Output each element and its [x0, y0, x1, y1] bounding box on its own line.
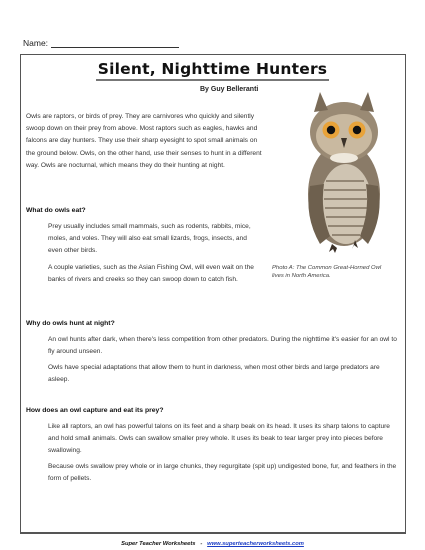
footer-divider: [20, 532, 406, 533]
name-field[interactable]: [23, 38, 179, 48]
name-label: Name:: [23, 38, 49, 48]
footer-link[interactable]: www.superteacherworksheets.com: [207, 541, 304, 547]
footer: [0, 541, 425, 547]
name-blank-line[interactable]: [51, 39, 179, 48]
intro-paragraph: Owls are raptors, or birds of prey. They are carnivores who quickly and silently swoop down on their prey from above. Most raptors such as eagles, hawks and falcons are day hunters. They use their sharp eyesight to spot small animals on the ground below. Owls, on the other hand, use their senses to hunt in a different way. Owls are nocturnal, which means they do their hunting at night.: [26, 113, 262, 169]
footer-separator: -: [200, 541, 203, 547]
paragraph: Prey usually includes small mammals, such as rodents, rabbits, mice, moles, and voles. They will also eat small lizards, frogs, insects, and even other birds.: [48, 223, 251, 255]
paragraph: An owl hunts after dark, when there's less competition from other predators. During the nighttime it's easier for an owl to fly around unseen.: [48, 336, 397, 356]
page-title: Silent, Nighttime Hunters: [0, 60, 425, 78]
question-heading-2: Why do owls hunt at night?: [26, 320, 115, 327]
paragraph: A couple varieties, such as the Asian Fishing Owl, will even wait on the banks of rivers and creeks so they can swoop down to catch fish.: [48, 264, 254, 284]
paragraph: Like all raptors, an owl has powerful talons on its feet and a sharp beak on its head. It uses its sharp talons to capture and hold small animals. Owls can swallow smaller prey whole. It uses its beak to tear larger prey into pieces before swallowing.: [48, 423, 390, 455]
footer-brand: Super Teacher Worksheets: [121, 541, 196, 547]
question-heading-1: What do owls eat?: [26, 207, 86, 214]
photo-caption: Photo A: The Common Great-Horned Owl lives in North America.: [272, 265, 382, 280]
paragraph: Owls have special adaptations that allow them to hunt in darkness, when most other birds and large predators are asleep.: [48, 364, 380, 384]
byline: By Guy Belleranti: [200, 86, 259, 93]
owl-photo: [284, 86, 402, 254]
paragraph: Because owls swallow prey whole or in large chunks, they regurgitate (spit up) undigested bone, fur, and feathers in the form of pellets.: [48, 463, 397, 483]
question-heading-3: How does an owl capture and eat its prey?: [26, 407, 164, 414]
